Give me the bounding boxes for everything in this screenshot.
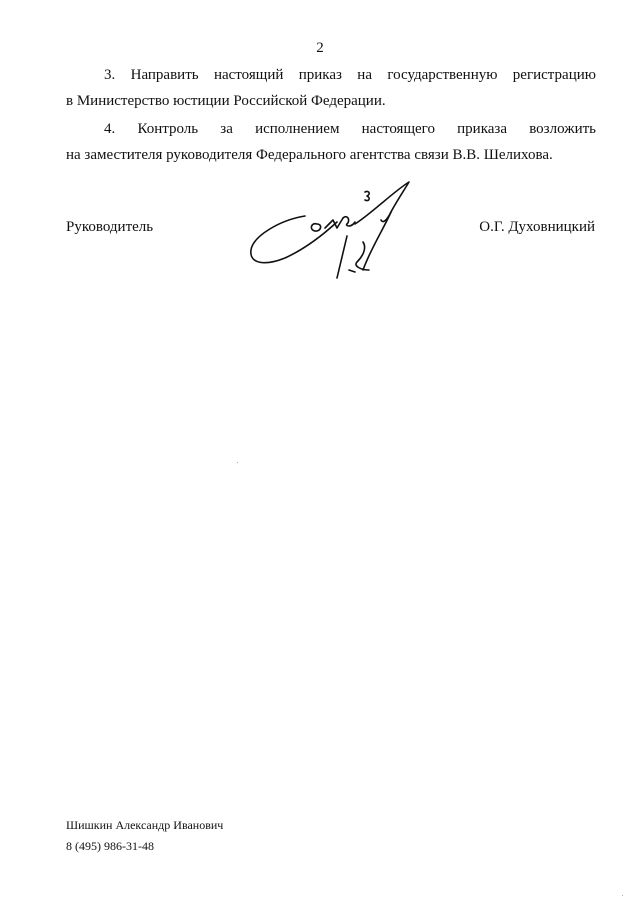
executor-phone: 8 (495) 986-31-48	[66, 839, 154, 853]
paragraph-word: настоящий	[213, 67, 284, 83]
paragraph-word: на	[357, 67, 372, 83]
scan-speck	[622, 895, 623, 896]
paragraph-word: приказа	[457, 121, 507, 137]
handwritten-signature	[245, 178, 425, 288]
paragraph-word: возложить	[529, 121, 596, 137]
paragraph-continuation: на заместителя руководителя Федерального агентства связи В.В. Шелихова.	[66, 147, 553, 163]
paragraph-number: 3.	[104, 67, 116, 83]
paragraph-word: настоящего	[361, 121, 435, 137]
paragraph-word: за	[220, 121, 233, 137]
paragraph-word: исполнением	[255, 121, 340, 137]
paragraph-word: приказ	[298, 67, 342, 83]
executor-name: Шишкин Александр Иванович	[66, 818, 224, 832]
executor-block	[66, 815, 223, 857]
paragraph-number: 4.	[104, 121, 116, 137]
paragraph-word: регистрацию	[512, 67, 596, 83]
paragraph-continuation: в Министерство юстиции Российской Федерации.	[66, 93, 386, 109]
paragraph-3	[66, 62, 596, 114]
paragraph-first-line	[66, 62, 596, 88]
page-number: 2	[316, 40, 324, 56]
signatory-name: О.Г. Духовницкий	[479, 219, 595, 235]
paragraph-word: Контроль	[137, 121, 199, 137]
scan-speck	[237, 462, 238, 463]
paragraph-word: Направить	[130, 67, 199, 83]
paragraph-word: государственную	[387, 67, 498, 83]
paragraph-first-line	[66, 116, 596, 142]
paragraph-4	[66, 116, 596, 168]
signatory-title: Руководитель	[66, 219, 154, 235]
